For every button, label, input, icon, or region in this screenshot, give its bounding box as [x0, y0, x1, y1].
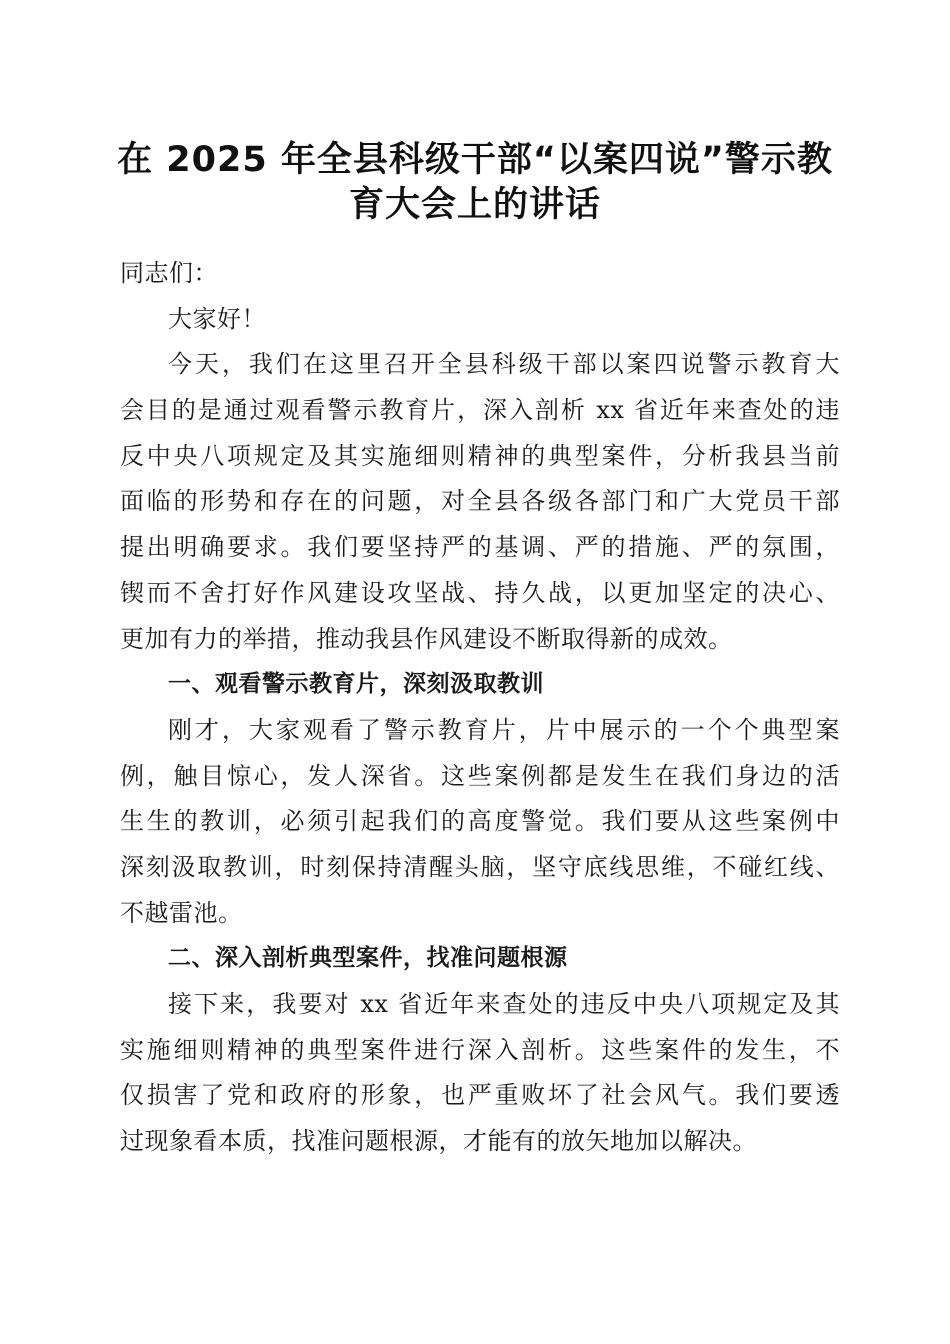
- paragraph-line: 会目的是通过观看警示教育片，深入剖析 xx 省近年来查处的违: [120, 396, 840, 425]
- section-heading-2: 二、深入剖析典型案件，找准问题根源: [168, 945, 568, 972]
- paragraph-line: 锲而不舍打好作风建设攻坚战、持久战，以更加坚定的决心、: [120, 578, 840, 607]
- salutation: 同志们：: [120, 259, 218, 287]
- paragraph-line: 面临的形势和存在的问题，对全县各级各部门和广大党员干部: [120, 487, 840, 516]
- paragraph-line: 生生的教训，必须引起我们的高度警觉。我们要从这些案例中: [120, 807, 840, 836]
- paragraph-line: 不越雷池。: [120, 898, 243, 927]
- greeting: 大家好！: [168, 304, 266, 333]
- paragraph-line: 仅损害了党和政府的形象，也严重败坏了社会风气。我们要透: [120, 1081, 840, 1110]
- paragraph-line: 实施细则精神的典型案件进行深入剖析。这些案件的发生，不: [120, 1035, 840, 1064]
- paragraph-line: 反中央八项规定及其实施细则精神的典型案件，分析我县当前: [120, 441, 840, 470]
- paragraph-line: 提出明确要求。我们要坚持严的基调、严的措施、严的氛围，: [120, 533, 840, 562]
- paragraph-line: 接下来，我要对 xx 省近年来查处的违反中央八项规定及其: [168, 990, 840, 1018]
- paragraph-line: 深刻汲取教训，时刻保持清醒头脑，坚守底线思维，不碰红线、: [120, 852, 840, 881]
- paragraph-line: 今天，我们在这里召开全县科级干部以案四说警示教育大: [168, 350, 840, 379]
- document-title-line-2: 育大会上的讲话: [348, 185, 601, 225]
- paragraph-line: 更加有力的举措，推动我县作风建设不断取得新的成效。: [120, 624, 733, 653]
- document-body: [120, 251, 840, 1165]
- paragraph-line: 过现象看本质，找准问题根源，才能有的放矢地加以解决。: [120, 1127, 757, 1156]
- paragraph-line: 刚才，大家观看了警示教育片，片中展示的一个个典型案: [168, 715, 840, 744]
- document-title-line-1: 在 2025 年全县科级干部“以案四说”警示教: [117, 140, 833, 180]
- section-heading-1: 一、观看警示教育片，深刻汲取教训: [168, 671, 544, 698]
- paragraph-line: 例，触目惊心，发人深省。这些案例都是发生在我们身边的活: [120, 761, 840, 790]
